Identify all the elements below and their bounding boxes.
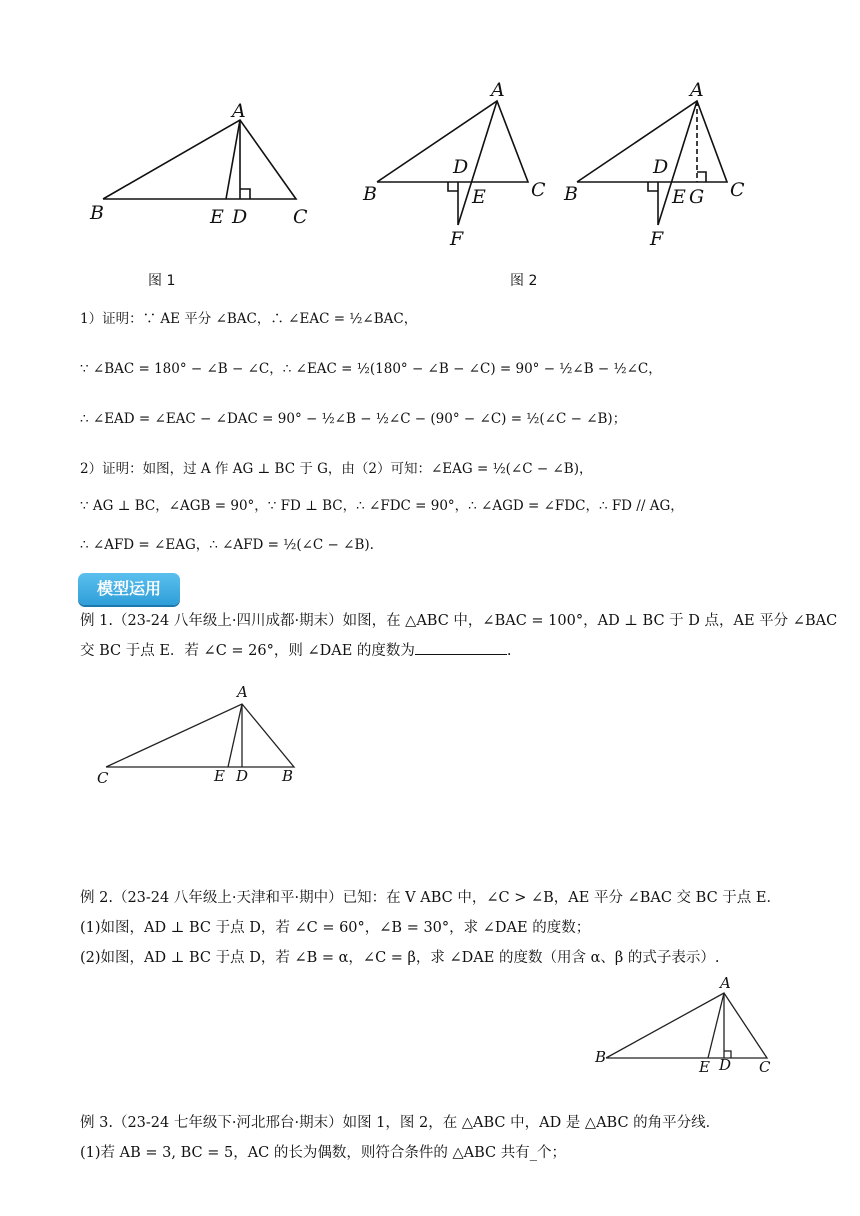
example2-figure xyxy=(590,975,785,1075)
fig1-label-b: B xyxy=(90,202,104,224)
fig2b-label-b: B xyxy=(564,183,578,205)
fig2a-label-e: E xyxy=(472,186,486,208)
example2-line-2: (1)如图，AD ⊥ BC 于点 D，若 ∠C = 60°，∠B = 30°，求 ∠DAE 的度数； xyxy=(80,920,591,936)
fig2a-label-f: F xyxy=(450,228,464,250)
proof2-line-1: 2）证明：如图，过 A 作 AG ⊥ BC 于 G，由（2）可知：∠EAG = ½(∠C − ∠B)， xyxy=(80,461,593,477)
example3-line-2: (1)若 AB = 3, BC = 5，AC 的长为偶数，则符合条件的 △ABC 共有_个； xyxy=(80,1145,566,1161)
fig2b-label-d: D xyxy=(653,156,669,178)
figure-1-caption: 图 1 xyxy=(148,273,176,289)
ex1-label-d: D xyxy=(236,767,249,785)
ex2-label-e: E xyxy=(699,1058,710,1075)
figure-1 xyxy=(80,95,320,235)
fig1-label-a: A xyxy=(232,100,246,122)
fig2b-triangle xyxy=(577,101,727,182)
answer-blank xyxy=(415,640,507,655)
ex2-label-a: A xyxy=(720,975,731,992)
figure-2-caption: 图 2 xyxy=(510,273,538,289)
proof2-line-3: ∴ ∠AFD = ∠EAG，∴ ∠AFD = ½(∠C − ∠B). xyxy=(80,537,374,553)
fig2b-label-a: A xyxy=(690,79,704,101)
fig1-label-d: D xyxy=(232,206,248,228)
example1-line-2 xyxy=(80,640,512,662)
example2-line-1: 例 2.（23-24 八年级上·天津和平·期中）已知：在 V ABC 中，∠C > ∠B，AE 平分 ∠BAC 交 BC 于点 E． xyxy=(80,890,781,906)
example2-line-3: (2)如图，AD ⊥ BC 于点 D，若 ∠B = α，∠C = β，求 ∠DAE 的度数（用含 α、β 的式子表示）. xyxy=(80,950,720,966)
fig2b-label-c: C xyxy=(730,179,745,201)
ex2-triangle xyxy=(606,993,767,1058)
ex1-triangle xyxy=(106,704,294,767)
fig2a-label-a: A xyxy=(491,79,505,101)
fig2b-right-angle-mark-g xyxy=(697,172,706,182)
proof1-line-2: ∵ ∠BAC = 180° − ∠B − ∠C，∴ ∠EAC = ½(180° − ∠B − ∠C) = 90° − ½∠B − ½∠C， xyxy=(80,361,662,377)
ex1-label-a: A xyxy=(237,683,248,701)
fig2a-label-c: C xyxy=(531,179,546,201)
fig1-label-e: E xyxy=(210,206,224,228)
fig1-triangle xyxy=(103,120,296,199)
fig2a-label-b: B xyxy=(363,183,377,205)
ex1-segment-ae xyxy=(228,704,242,767)
ex1-label-e: E xyxy=(214,767,225,785)
fig1-segment-ae xyxy=(226,120,240,199)
ex2-segment-ae xyxy=(708,993,724,1058)
proof2-line-2: ∵ AG ⊥ BC，∠AGB = 90°，∵ FD ⊥ BC，∴ ∠FDC = 90°，∴ ∠AGD = ∠FDC，∴ FD // AG， xyxy=(80,498,684,514)
section-badge-model-application: 模型运用 xyxy=(78,573,180,605)
ex1-label-c: C xyxy=(97,769,109,787)
ex2-label-c: C xyxy=(759,1058,771,1075)
ex2-label-d: D xyxy=(719,1056,732,1074)
fig2b-label-f: F xyxy=(650,228,664,250)
fig1-label-c: C xyxy=(293,206,308,228)
fig2b-label-e: E xyxy=(672,186,686,208)
figure-2 xyxy=(355,75,755,250)
proof1-line-1: 1）证明：∵ AE 平分 ∠BAC，∴ ∠EAC = ½∠BAC， xyxy=(80,311,418,327)
example1-line-1: 例 1.（23-24 八年级上·四川成都·期末）如图，在 △ABC 中，∠BAC = 100°，AD ⊥ BC 于 D 点，AE 平分 ∠BAC xyxy=(80,613,838,629)
example1-line-2-text: 交 BC 于点 E．若 ∠C = 26°，则 ∠DAE 的度数为 xyxy=(80,643,415,659)
fig2b-right-angle-mark-d xyxy=(648,182,658,191)
example1-figure xyxy=(90,680,310,790)
example3-line-1: 例 3.（23-24 七年级下·河北邢台·期末）如图 1，图 2，在 △ABC 中，AD 是 △ABC 的角平分线． xyxy=(80,1115,721,1131)
ex1-label-b: B xyxy=(282,767,294,785)
proof1-line-3: ∴ ∠EAD = ∠EAC − ∠DAC = 90° − ½∠B − ½∠C − (90° − ∠C) = ½(∠C − ∠B)； xyxy=(80,411,627,427)
fig2a-label-d: D xyxy=(453,156,469,178)
ex2-label-b: B xyxy=(595,1048,607,1066)
fig1-right-angle-mark xyxy=(240,189,250,199)
fig2a-right-angle-mark xyxy=(448,182,458,191)
example1-line-2-end: . xyxy=(506,643,512,659)
fig2b-label-g: G xyxy=(689,186,705,208)
